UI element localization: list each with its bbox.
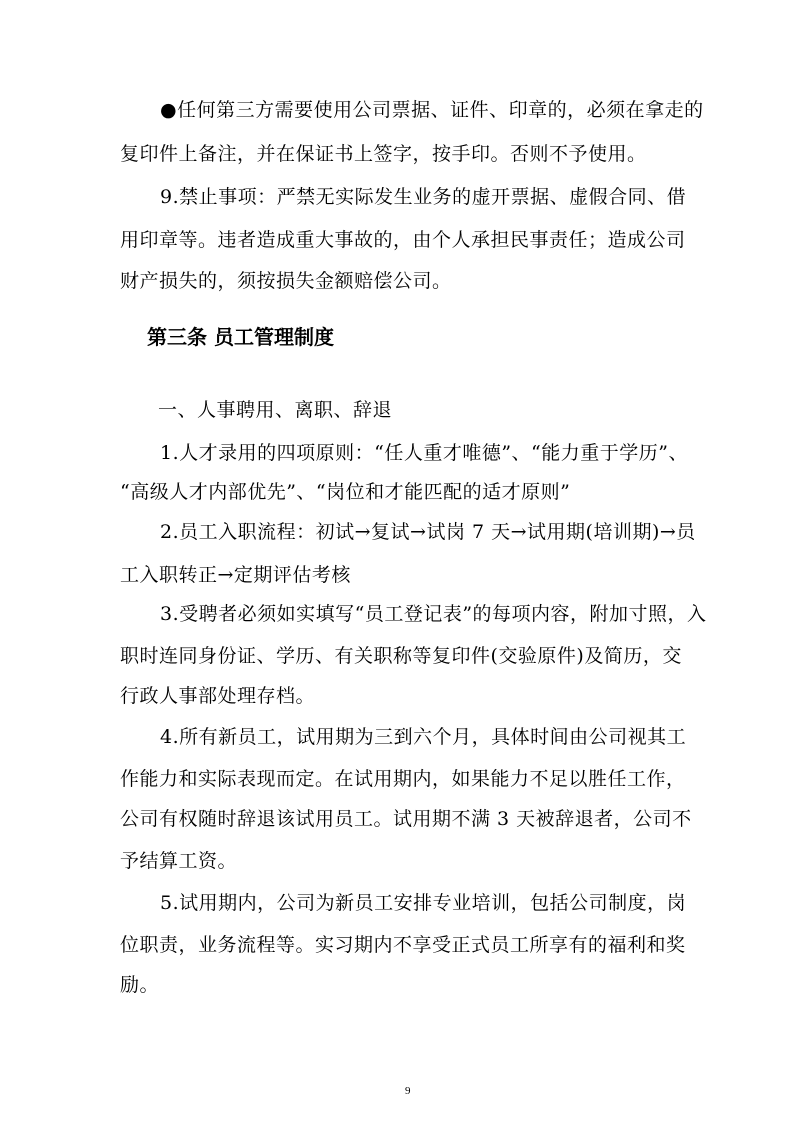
text-line: 职时连同身份证、学历、有关职称等复印件(交验原件)及简历，交 — [120, 645, 682, 667]
subsection-title: 一、人事聘用、离职、辞退 — [158, 399, 393, 421]
text-line: 3.受聘者必须如实填写“员工登记表”的每项内容，附加寸照，入 — [160, 603, 707, 625]
text-line: 5.试用期内，公司为新员工安排专业培训，包括公司制度，岗 — [160, 892, 687, 914]
text-line: 用印章等。违者造成重大事故的，由个人承担民事责任；造成公司 — [120, 229, 686, 251]
text-line: 予结算工资。 — [120, 850, 238, 872]
text-line: 1.人才录用的四项原则：“任人重才唯德”、“能力重于学历”、 — [160, 442, 688, 464]
text-line: 9.禁止事项：严禁无实际发生业务的虚开票据、虚假合同、借 — [160, 186, 687, 208]
text-line: 财产损失的，须按损失金额赔偿公司。 — [120, 270, 452, 292]
text-line: 励。 — [120, 974, 160, 996]
page-number: 9 — [405, 1085, 411, 1097]
text-line: 2.员工入职流程：初试→复试→试岗 7 天→试用期(培训期)→员 — [160, 521, 696, 543]
section-heading: 第三条 员工管理制度 — [147, 325, 334, 349]
text-line: 行政人事部处理存档。 — [120, 685, 316, 707]
text-line: 作能力和实际表现而定。在试用期内，如果能力不足以胜任工作， — [120, 768, 686, 790]
text-line: 公司有权随时辞退该试用员工。试用期不满 3 天被辞退者，公司不 — [120, 808, 692, 830]
text-line: 复印件上备注，并在保证书上签字，按手印。否则不予使用。 — [120, 143, 647, 165]
text-line: ●任何第三方需要使用公司票据、证件、印章的，必须在拿走的 — [160, 99, 704, 121]
text-line: “高级人才内部优先”、“岗位和才能匹配的适才原则” — [120, 481, 571, 503]
text-line: 4.所有新员工，试用期为三到六个月，具体时间由公司视其工 — [160, 726, 687, 748]
text-line: 位职责，业务流程等。实习期内不享受正式员工所享有的福利和奖 — [120, 934, 686, 956]
text-line: 工入职转正→定期评估考核 — [120, 564, 351, 586]
